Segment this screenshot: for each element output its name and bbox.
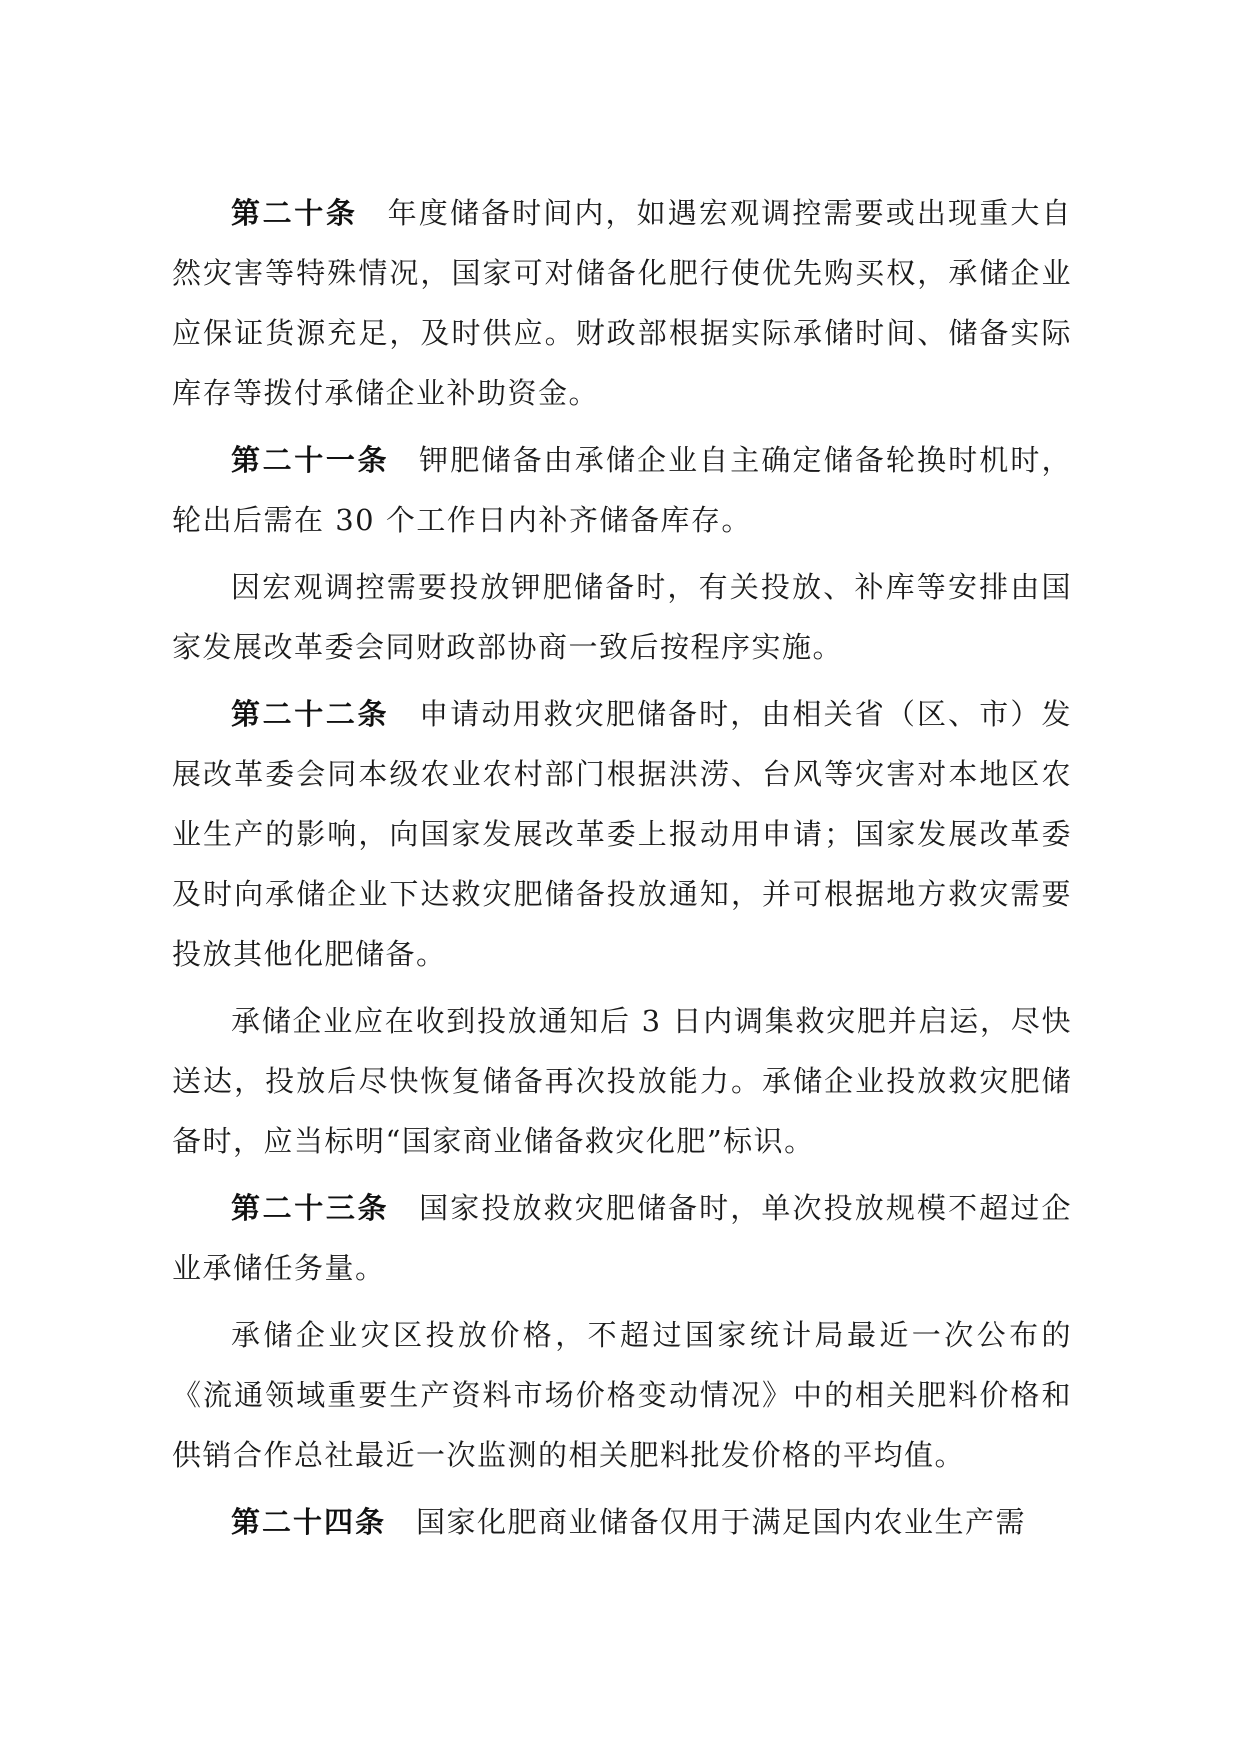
article-21-paragraph [172,430,1072,550]
article-22-heading: 第二十二条 [231,697,390,731]
article-22-paragraph-2 [172,991,1072,1171]
article-24-text: 国家化肥商业储备仅用于满足国内农业生产需 [416,1505,1027,1539]
article-21-paragraph-2 [172,557,1072,677]
article-23-text-2: 承储企业灾区投放价格，不超过国家统计局最近一次公布的《流通领域重要生产资料市场价格变动情况》中的相关肥料价格和供销合作总社最近一次监测的相关肥料批发价格的平均值。 [172,1318,1072,1472]
article-23-heading: 第二十三条 [231,1191,390,1225]
document-body [172,183,1072,1559]
article-22-text: 申请动用救灾肥储备时，由相关省（区、市）发展改革委会同本级农业农村部门根据洪涝、台风等灾害对本地区农业生产的影响，向国家发展改革委上报动用申请；国家发展改革委及时向承储企业下达救灾肥储备投放通知，并可根据地方救灾需要投放其他化肥储备。 [172,697,1072,971]
article-21-text: 钾肥储备由承储企业自主确定储备轮换时机时，轮出后需在 30 个工作日内补齐储备库存。 [172,443,1072,537]
article-20-text: 年度储备时间内，如遇宏观调控需要或出现重大自然灾害等特殊情况，国家可对储备化肥行使优先购买权，承储企业应保证货源充足，及时供应。财政部根据实际承储时间、储备实际库存等拨付承储企业补助资金。 [172,196,1072,410]
article-21-text-2: 因宏观调控需要投放钾肥储备时，有关投放、补库等安排由国家发展改革委会同财政部协商一致后按程序实施。 [172,570,1072,664]
article-24-heading: 第二十四条 [231,1505,387,1539]
article-22-text-2: 承储企业应在收到投放通知后 3 日内调集救灾肥并启运，尽快送达，投放后尽快恢复储备再次投放能力。承储企业投放救灾肥储备时，应当标明“国家商业储备救灾化肥”标识。 [172,1004,1072,1158]
article-23-text: 国家投放救灾肥储备时，单次投放规模不超过企业承储任务量。 [172,1191,1072,1285]
article-23-paragraph [172,1178,1072,1298]
article-23-paragraph-2 [172,1305,1072,1485]
article-22-paragraph [172,684,1072,984]
article-21-heading: 第二十一条 [231,443,390,477]
article-20-paragraph [172,183,1072,423]
article-20-heading: 第二十条 [231,196,358,230]
article-24-paragraph [172,1492,1072,1552]
